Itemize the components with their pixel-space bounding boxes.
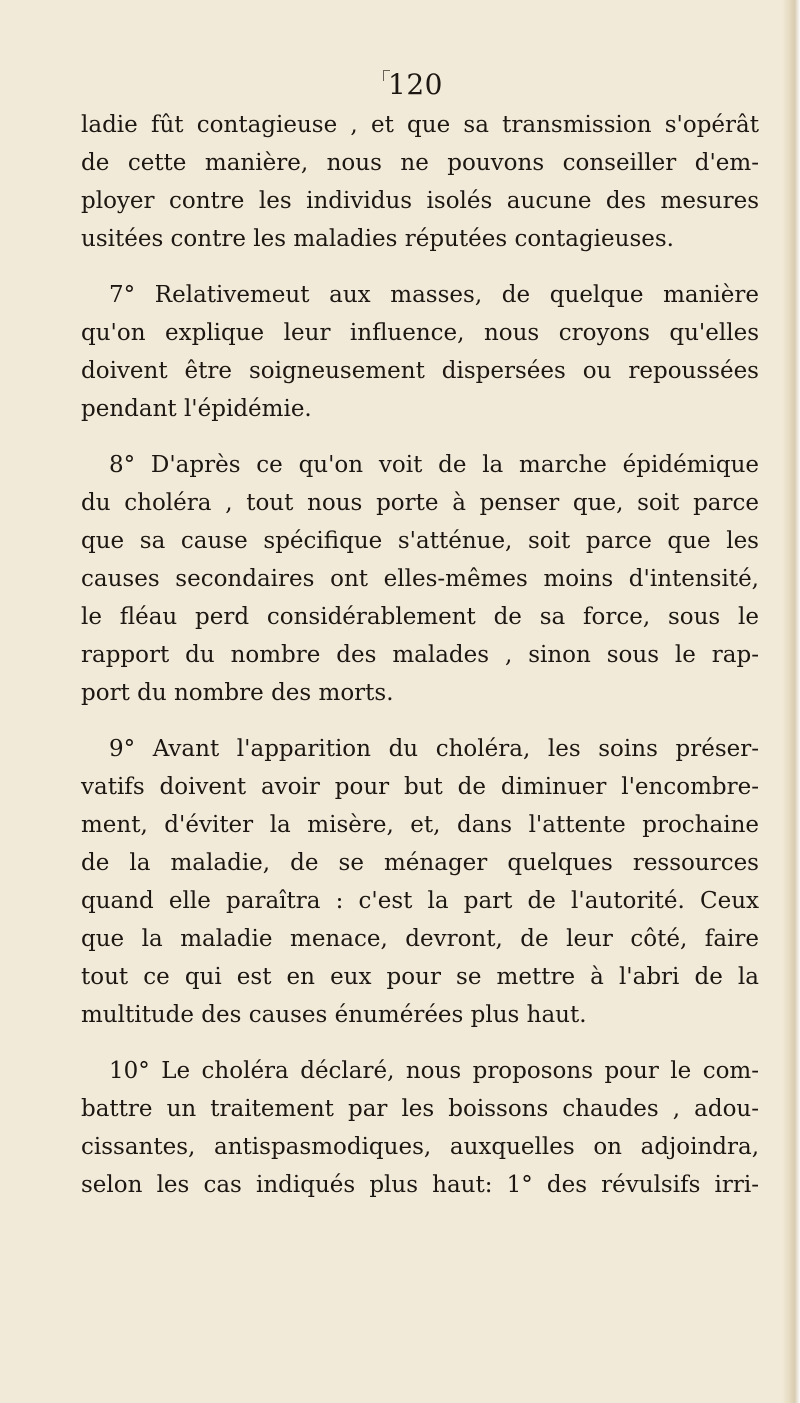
text-line: causes secondaires ont elles-mêmes moins d'intensité, xyxy=(81,566,759,592)
body-text xyxy=(81,106,759,1204)
text-line: selon les cas indiqués plus haut: 1° des révulsifs irri- xyxy=(81,1172,759,1198)
text-line: tout ce qui est en eux pour se mettre à l'abri de la xyxy=(81,964,759,990)
text-line: doivent être soigneusement dispersées ou repoussées xyxy=(81,358,759,384)
text-line: 10° Le choléra déclaré, nous proposons pour le com- xyxy=(109,1058,759,1084)
text-line: qu'on explique leur influence, nous croyons qu'elles xyxy=(81,320,759,346)
text-line: port du nombre des morts. xyxy=(81,680,394,706)
text-line: ment, d'éviter la misère, et, dans l'attente prochaine xyxy=(81,812,759,838)
text-line: 8° D'après ce qu'on voit de la marche épidémique xyxy=(109,452,759,478)
text-line: ployer contre les individus isolés aucune des mesures xyxy=(81,188,759,214)
text-line: vatifs doivent avoir pour but de diminuer l'encombre- xyxy=(81,774,759,800)
text-line: de cette manière, nous ne pouvons conseiller d'em- xyxy=(81,150,759,176)
page-number: 120 xyxy=(388,68,443,101)
text-line: battre un traitement par les boissons chaudes , adou- xyxy=(81,1096,759,1122)
text-line: multitude des causes énumérées plus haut. xyxy=(81,1002,587,1028)
text-line: ladie fût contagieuse , et que sa transmission s'opérât xyxy=(81,112,759,138)
text-line: 9° Avant l'apparition du choléra, les soins préser- xyxy=(109,736,759,762)
paragraph-gap xyxy=(81,258,759,276)
text-line: pendant l'épidémie. xyxy=(81,396,312,422)
text-line: que la maladie menace, devront, de leur côté, faire xyxy=(81,926,759,952)
paragraph-gap xyxy=(81,1034,759,1052)
text-line: quand elle paraîtra : c'est la part de l'autorité. Ceux xyxy=(81,888,759,914)
paragraph-gap xyxy=(81,712,759,730)
text-line: du choléra , tout nous porte à penser que, soit parce xyxy=(81,490,759,516)
page-edge-shadow xyxy=(782,0,800,1403)
text-line: le fléau perd considérablement de sa force, sous le xyxy=(81,604,759,630)
text-line: cissantes, antispasmodiques, auxquelles on adjoindra, xyxy=(81,1134,759,1160)
text-line: que sa cause spécifique s'atténue, soit parce que les xyxy=(81,528,759,554)
text-line: usitées contre les maladies réputées contagieuses. xyxy=(81,226,674,252)
text-line: 7° Relativemeut aux masses, de quelque manière xyxy=(109,282,759,308)
text-line: rapport du nombre des malades , sinon sous le rap- xyxy=(81,642,759,668)
text-line: de la maladie, de se ménager quelques ressources xyxy=(81,850,759,876)
paragraph-gap xyxy=(81,428,759,446)
